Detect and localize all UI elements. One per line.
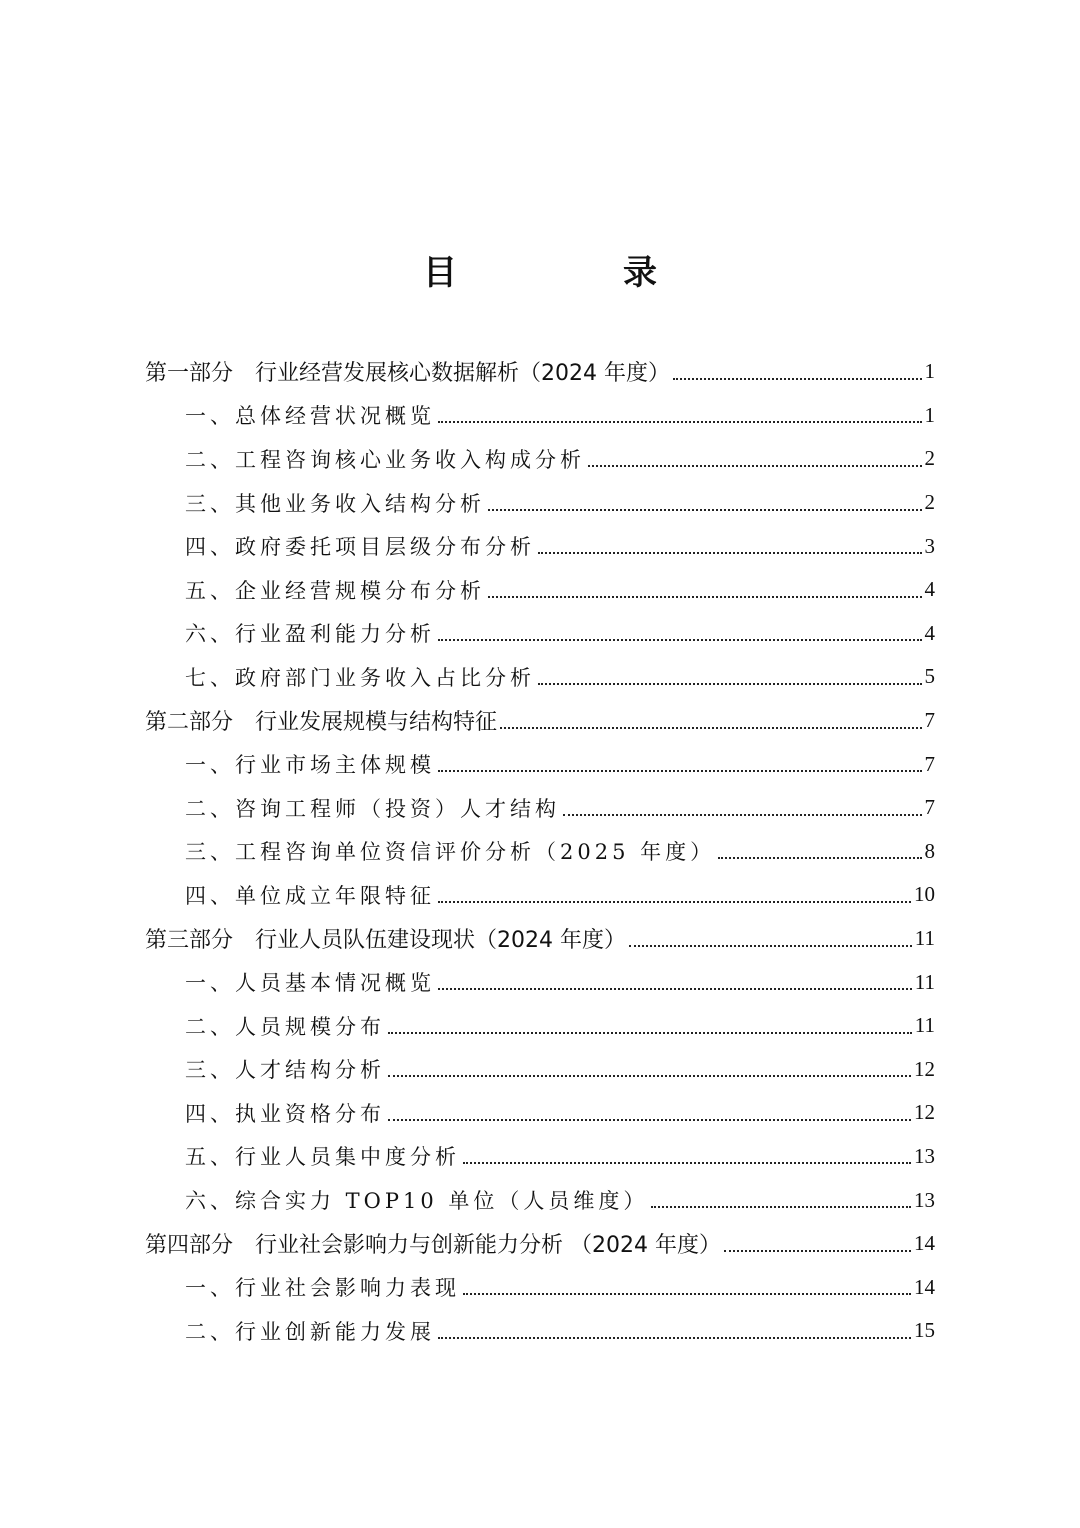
toc-entry-label: 三、人才结构分析 [185,1058,385,1083]
dot-leader [673,378,922,380]
dot-leader [629,945,912,947]
toc-section-3-1[interactable] [145,960,935,1004]
dot-leader [438,639,922,641]
toc-section-1-3[interactable] [145,481,935,525]
toc-section-2-4[interactable] [145,873,935,917]
toc-section-3-6[interactable] [145,1178,935,1222]
toc-page-number: 7 [924,708,935,733]
toc-page-number: 7 [924,751,935,776]
toc-section-1-1[interactable] [145,394,935,438]
dot-leader [438,770,922,772]
toc-page-number: 5 [924,664,935,689]
toc-section-1-5[interactable] [145,568,935,612]
toc-entry-label: 五、企业经营规模分布分析 [185,578,485,603]
toc-page-number: 1 [924,402,935,427]
toc-section-2-2[interactable] [145,786,935,830]
table-of-contents [145,350,935,1353]
toc-section-1-4[interactable] [145,524,935,568]
toc-page-number: 11 [914,926,935,951]
toc-page-number: 14 [914,1274,935,1299]
toc-entry-label: 二、人员规模分布 [185,1014,385,1039]
dot-leader [488,596,922,598]
dot-leader [718,857,921,859]
toc-page-number: 8 [924,838,935,863]
toc-page-number: 2 [924,446,935,471]
toc-entry-label: 第四部分 行业社会影响力与创新能力分析 （2024 年度） [145,1233,721,1259]
toc-entry-label: 二、咨询工程师（投资）人才结构 [185,796,560,821]
toc-section-3-3[interactable] [145,1048,935,1092]
toc-entry-label: 一、行业社会影响力表现 [185,1276,460,1301]
toc-page-number: 12 [914,1100,935,1125]
dot-leader [463,1293,911,1295]
toc-page-number: 2 [924,490,935,515]
dot-leader [651,1206,911,1208]
toc-part-1[interactable] [145,350,935,394]
toc-entry-label: 四、单位成立年限特征 [185,883,435,908]
toc-entry-label: 二、工程咨询核心业务收入构成分析 [185,447,585,472]
toc-page-number: 11 [914,969,935,994]
toc-page-number: 3 [924,533,935,558]
dot-leader [438,421,922,423]
toc-section-4-2[interactable] [145,1309,935,1353]
toc-page-number: 4 [924,620,935,645]
toc-entry-label: 六、行业盈利能力分析 [185,622,435,647]
toc-page-number: 7 [924,795,935,820]
toc-page-number: 10 [914,882,935,907]
toc-page-number: 1 [924,359,935,384]
toc-page-number: 14 [914,1231,935,1256]
toc-entry-label: 六、综合实力 TOP10 单位（人员维度） [185,1189,649,1214]
toc-section-3-4[interactable] [145,1091,935,1135]
toc-section-2-1[interactable] [145,742,935,786]
toc-part-4[interactable] [145,1222,935,1266]
dot-leader [588,465,922,467]
dot-leader [538,683,922,685]
toc-entry-label: 七、政府部门业务收入占比分析 [185,665,535,690]
toc-page-number: 15 [914,1318,935,1343]
dot-leader [563,814,922,816]
toc-part-3[interactable] [145,917,935,961]
toc-section-3-5[interactable] [145,1135,935,1179]
dot-leader [488,509,922,511]
dot-leader [538,552,922,554]
toc-entry-label: 三、工程咨询单位资信评价分析（2025 年度） [185,840,716,865]
toc-page-number: 13 [914,1143,935,1168]
toc-entry-label: 第三部分 行业人员队伍建设现状（2024 年度） [145,928,626,954]
toc-entry-label: 三、其他业务收入结构分析 [185,491,485,516]
toc-section-4-1[interactable] [145,1265,935,1309]
dot-leader [500,727,921,729]
toc-section-2-3[interactable] [145,830,935,874]
page-title: 目 录 [423,252,723,293]
toc-entry-label: 一、总体经营状况概览 [185,404,435,429]
toc-section-1-2[interactable] [145,437,935,481]
toc-page-number: 13 [914,1187,935,1212]
toc-entry-label: 一、人员基本情况概览 [185,971,435,996]
dot-leader [438,988,912,990]
dot-leader [388,1075,911,1077]
dot-leader [724,1250,911,1252]
toc-entry-label: 二、行业创新能力发展 [185,1319,435,1344]
toc-entry-label: 一、行业市场主体规模 [185,753,435,778]
dot-leader [438,901,911,903]
toc-page-number: 12 [914,1056,935,1081]
dot-leader [438,1337,911,1339]
toc-section-3-2[interactable] [145,1004,935,1048]
toc-entry-label: 第一部分 行业经营发展核心数据解析（2024 年度） [145,361,670,387]
dot-leader [463,1162,911,1164]
dot-leader [388,1032,912,1034]
toc-page-number: 4 [924,577,935,602]
toc-page-number: 11 [914,1013,935,1038]
dot-leader [388,1119,911,1121]
toc-section-1-6[interactable] [145,612,935,656]
toc-entry-label: 四、政府委托项目层级分布分析 [185,535,535,560]
toc-entry-label: 四、执业资格分布 [185,1101,385,1126]
toc-part-2[interactable] [145,699,935,743]
toc-section-1-7[interactable] [145,655,935,699]
toc-entry-label: 五、行业人员集中度分析 [185,1145,460,1170]
toc-entry-label: 第二部分 行业发展规模与结构特征 [145,710,498,736]
